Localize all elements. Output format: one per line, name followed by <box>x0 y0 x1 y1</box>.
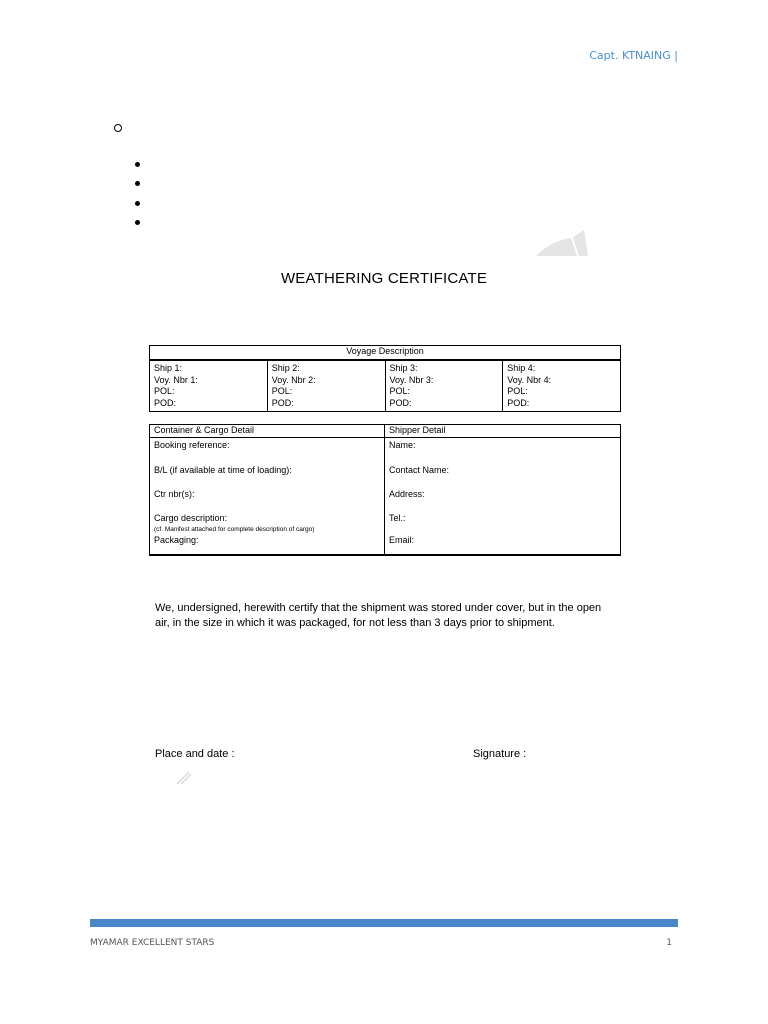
tel-label: Tel.: <box>389 513 406 523</box>
ship-label: Ship 1: <box>154 363 183 373</box>
ship-2-cell <box>267 360 385 412</box>
ship-3-cell <box>385 360 503 412</box>
contact-name-label: Contact Name: <box>389 465 450 475</box>
voyage-number-label: Voy. Nbr 4: <box>507 374 552 385</box>
pod-label: POD: <box>389 397 412 408</box>
voyage-number-label: Voy. Nbr 2: <box>271 374 316 385</box>
shipper-detail-header: Shipper Detail <box>385 425 621 438</box>
pod-label: POD: <box>271 397 294 408</box>
pod-label: POD: <box>154 397 177 408</box>
shipper-detail-cell <box>385 438 621 556</box>
shipper-name-label: Name: <box>389 440 416 450</box>
footer-organization: MYAMAR EXCELLENT STARS <box>90 938 215 948</box>
pen-mark-icon <box>175 768 193 786</box>
pod-label: POD: <box>507 397 530 408</box>
ship-1-cell <box>150 360 268 412</box>
booking-reference-label: Booking reference: <box>154 440 230 450</box>
pol-label: POL: <box>507 386 528 396</box>
email-label: Email: <box>389 535 415 545</box>
place-and-date-label: Place and date : <box>155 748 235 760</box>
stamp-watermark-icon <box>532 226 590 260</box>
cargo-shipper-table <box>149 424 621 556</box>
footer-bar <box>90 919 678 927</box>
ship-label: Ship 4: <box>507 363 536 373</box>
ship-label: Ship 3: <box>389 363 418 373</box>
document-title: WEATHERING CERTIFICATE <box>280 270 488 287</box>
pol-label: POL: <box>271 386 293 396</box>
header-author: Capt. KTNAING | <box>589 49 678 62</box>
signature-label: Signature : <box>473 748 527 760</box>
circle-bullet <box>114 124 122 132</box>
voyage-number-label: Voy. Nbr 1: <box>154 374 198 385</box>
cargo-detail-cell <box>150 438 385 556</box>
address-label: Address: <box>389 489 425 499</box>
voyage-number-label: Voy. Nbr 3: <box>389 374 434 385</box>
pol-label: POL: <box>154 386 175 396</box>
page-number: 1 <box>666 938 672 948</box>
cargo-detail-header: Container & Cargo Detail <box>150 425 385 438</box>
cargo-description-note: (cf. Manifest attached for complete description of cargo) <box>154 526 315 533</box>
packaging-label: Packaging: <box>154 535 199 545</box>
ship-label: Ship 2: <box>271 363 300 373</box>
certification-statement: We, undersigned, herewith certify that the shipment was stored under cover, but in the open air, in the size in which it was packaged, for not less than 3 days prior to shipment. <box>155 602 602 629</box>
pol-label: POL: <box>389 386 411 396</box>
voyage-caption: Voyage Description <box>150 346 621 361</box>
container-number-label: Ctr nbr(s): <box>154 489 195 499</box>
bl-label: B/L (if available at time of loading): <box>154 465 292 475</box>
cargo-description-label: Cargo description: <box>154 513 228 523</box>
ship-4-cell <box>503 360 621 412</box>
voyage-description-table <box>149 345 621 412</box>
